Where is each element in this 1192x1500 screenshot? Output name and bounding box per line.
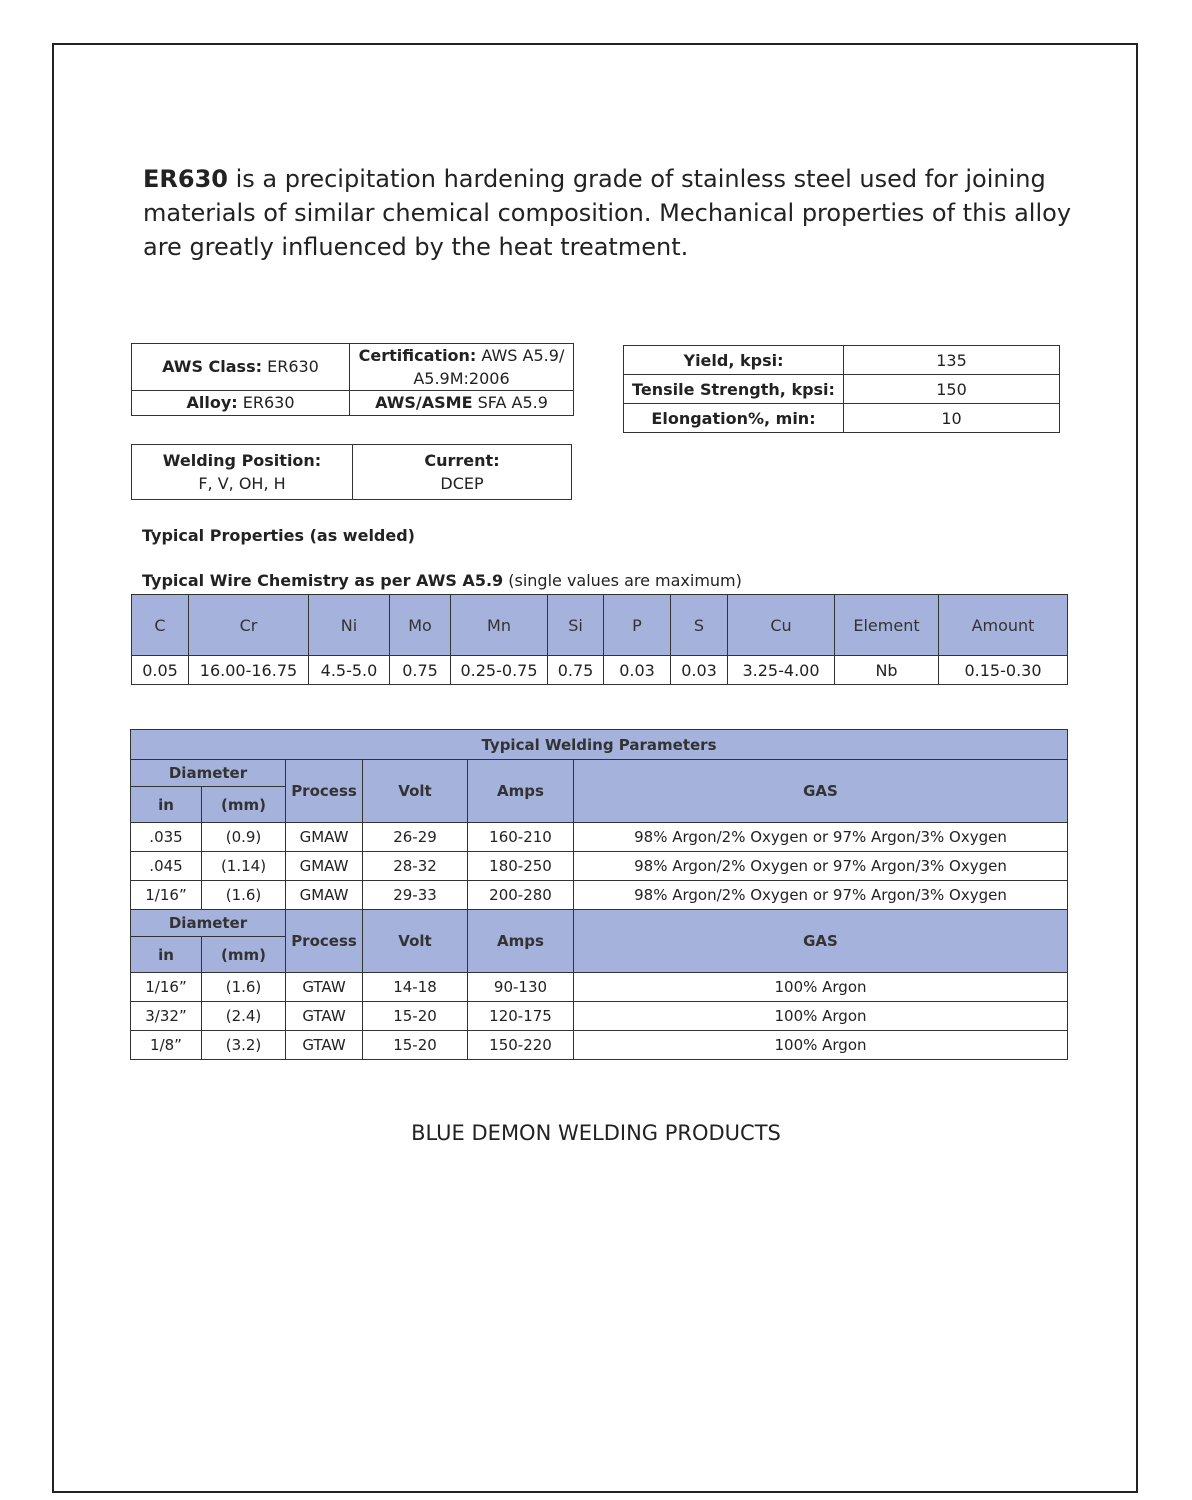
mech-value: 135 [844, 346, 1060, 375]
amps: 200-280 [468, 881, 574, 910]
table-row [131, 1031, 1068, 1060]
in-header: in [131, 937, 202, 973]
chem-value: Nb [835, 656, 939, 685]
diameter-mm: (1.6) [202, 973, 286, 1002]
amps: 180-250 [468, 852, 574, 881]
process: GTAW [286, 1002, 363, 1031]
aws-class-cell [132, 344, 350, 391]
intro-paragraph [143, 162, 1073, 264]
gas: 98% Argon/2% Oxygen or 97% Argon/3% Oxygen [574, 823, 1068, 852]
diameter-mm: (3.2) [202, 1031, 286, 1060]
chemistry-header-row [132, 595, 1068, 656]
chemistry-label-note: (single values are maximum) [503, 571, 742, 590]
amps: 160-210 [468, 823, 574, 852]
diameter-mm: (0.9) [202, 823, 286, 852]
gas: 100% Argon [574, 973, 1068, 1002]
diameter-in: 1/16” [131, 881, 202, 910]
chem-header: Cr [189, 595, 309, 656]
welding-position-value: F, V, OH, H [198, 474, 286, 493]
amps-header: Amps [468, 760, 574, 823]
chem-header: Ni [309, 595, 390, 656]
chem-value: 16.00-16.75 [189, 656, 309, 685]
volt: 26-29 [363, 823, 468, 852]
intro-text: is a precipitation hardening grade of stainless steel used for joining materials of similar chemical composition. Mechanical properties of this alloy are greatly influenced by the heat treatment. [143, 165, 1072, 261]
diameter-in: 1/16” [131, 973, 202, 1002]
diameter-mm: (1.14) [202, 852, 286, 881]
amps: 120-175 [468, 1002, 574, 1031]
certification-cell [350, 344, 574, 391]
gas: 98% Argon/2% Oxygen or 97% Argon/3% Oxygen [574, 852, 1068, 881]
chem-value: 0.03 [604, 656, 671, 685]
table-row [131, 1002, 1068, 1031]
process: GTAW [286, 1031, 363, 1060]
sfa-label: AWS/ASME [375, 393, 473, 412]
volt: 15-20 [363, 1031, 468, 1060]
current-value: DCEP [440, 474, 484, 493]
chem-value: 0.75 [390, 656, 451, 685]
diameter-header: Diameter [131, 910, 286, 937]
mech-row [624, 404, 1060, 433]
table-row [131, 881, 1068, 910]
welding-table-title: Typical Welding Parameters [131, 730, 1068, 760]
chem-header: Amount [939, 595, 1068, 656]
mech-row [624, 375, 1060, 404]
diameter-in: .045 [131, 852, 202, 881]
chem-header: Cu [728, 595, 835, 656]
volt: 14-18 [363, 973, 468, 1002]
process: GTAW [286, 973, 363, 1002]
chemistry-label [142, 571, 742, 590]
welding-position-cell [132, 445, 353, 500]
table-row [131, 852, 1068, 881]
chem-value: 0.15-0.30 [939, 656, 1068, 685]
volt: 28-32 [363, 852, 468, 881]
chem-header: S [671, 595, 728, 656]
volt-header: Volt [363, 910, 468, 973]
gas-header: GAS [574, 760, 1068, 823]
mech-row [624, 346, 1060, 375]
alloy-label: Alloy: [186, 393, 238, 412]
process: GMAW [286, 852, 363, 881]
chem-value: 0.03 [671, 656, 728, 685]
in-header: in [131, 787, 202, 823]
chem-header: Mn [451, 595, 548, 656]
amps-header: Amps [468, 910, 574, 973]
mech-label: Yield, kpsi: [624, 346, 844, 375]
welding-position-label: Welding Position: [162, 451, 322, 470]
chem-header: C [132, 595, 189, 656]
volt: 15-20 [363, 1002, 468, 1031]
company-footer: BLUE DEMON WELDING PRODUCTS [411, 1121, 781, 1145]
product-name: ER630 [143, 165, 228, 193]
table-row [131, 973, 1068, 1002]
diameter-mm: (1.6) [202, 881, 286, 910]
sfa-value: SFA A5.9 [472, 393, 548, 412]
alloy-value: ER630 [237, 393, 295, 412]
chem-header: Element [835, 595, 939, 656]
diameter-in: 1/8” [131, 1031, 202, 1060]
table-row [131, 823, 1068, 852]
chem-value: 0.25-0.75 [451, 656, 548, 685]
process-header: Process [286, 760, 363, 823]
amps: 150-220 [468, 1031, 574, 1060]
mm-header: (mm) [202, 787, 286, 823]
current-label: Current: [424, 451, 500, 470]
diameter-in: 3/32” [131, 1002, 202, 1031]
chem-header: Si [548, 595, 604, 656]
diameter-in: .035 [131, 823, 202, 852]
diameter-header: Diameter [131, 760, 286, 787]
mechanical-properties-table [623, 345, 1060, 433]
sfa-cell [350, 391, 574, 416]
certification-value: AWS A5.9/ [476, 346, 565, 365]
process: GMAW [286, 823, 363, 852]
mech-value: 10 [844, 404, 1060, 433]
process: GMAW [286, 881, 363, 910]
alloy-cell [132, 391, 350, 416]
chem-header: Mo [390, 595, 451, 656]
chemistry-value-row [132, 656, 1068, 685]
current-cell [353, 445, 572, 500]
gas-header: GAS [574, 910, 1068, 973]
amps: 90-130 [468, 973, 574, 1002]
mech-value: 150 [844, 375, 1060, 404]
mech-label: Tensile Strength, kpsi: [624, 375, 844, 404]
chem-value: 0.75 [548, 656, 604, 685]
mech-label: Elongation%, min: [624, 404, 844, 433]
gas: 100% Argon [574, 1002, 1068, 1031]
chem-value: 4.5-5.0 [309, 656, 390, 685]
aws-class-label: AWS Class: [162, 357, 262, 376]
aws-class-value: ER630 [262, 357, 319, 376]
gas: 100% Argon [574, 1031, 1068, 1060]
welding-parameters-table [130, 729, 1068, 1060]
volt-header: Volt [363, 760, 468, 823]
certification-value-2: A5.9M:2006 [413, 369, 510, 388]
position-current-table [131, 444, 572, 500]
spec-table [131, 343, 574, 416]
chem-value: 0.05 [132, 656, 189, 685]
chemistry-label-bold: Typical Wire Chemistry as per AWS A5.9 [142, 571, 504, 590]
process-header: Process [286, 910, 363, 973]
typical-properties-label: Typical Properties (as welded) [142, 526, 415, 545]
chem-value: 3.25-4.00 [728, 656, 835, 685]
chem-header: P [604, 595, 671, 656]
mm-header: (mm) [202, 937, 286, 973]
volt: 29-33 [363, 881, 468, 910]
gas: 98% Argon/2% Oxygen or 97% Argon/3% Oxygen [574, 881, 1068, 910]
chemistry-table [131, 594, 1068, 685]
diameter-mm: (2.4) [202, 1002, 286, 1031]
certification-label: Certification: [358, 346, 477, 365]
